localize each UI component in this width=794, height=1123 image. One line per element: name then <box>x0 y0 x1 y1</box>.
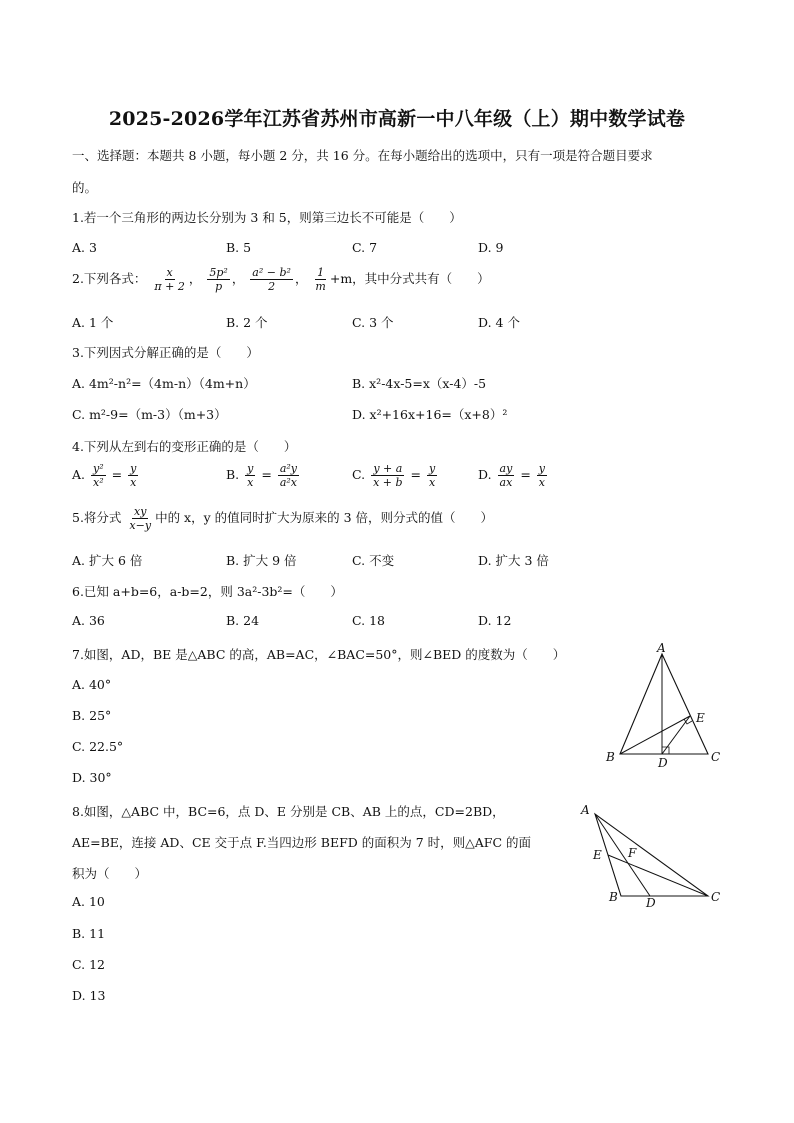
q7-option-a: A. 40° <box>72 677 112 692</box>
q8-option-c: C. 12 <box>72 957 105 972</box>
q5-fraction: $\frac{xy}{x-y}$ <box>129 505 152 532</box>
question-2-stem: 2.下列各式： $\frac{x}{\pi + 2}$ ， $\frac{\text{5p²}}{p}$ ， $\frac{\text{a² − b²}}{2}$ ， $\frac{1}{m}$ +m，其中分式共有（ ） <box>72 266 490 293</box>
q5-option-d: D. 扩大 3 倍 <box>478 553 549 568</box>
q4-option-b: B. $\frac{y}{x}$ = $\frac{\text{a²y}}{\text{a²x}}$ <box>226 462 298 489</box>
question-8-line3: 积为（ ） <box>72 866 148 881</box>
q1-option-b: B. 5 <box>226 240 252 255</box>
q8-label-b: B <box>609 890 618 904</box>
q8-label-a: A <box>581 803 590 817</box>
q2-option-b: B. 2 个 <box>226 315 268 330</box>
q7-label-d: D <box>658 756 668 770</box>
q2-option-c: C. 3 个 <box>352 315 394 330</box>
question-6-stem: 6.已知 a+b=6，a-b=2，则 3a²-3b²=（ ） <box>72 584 343 599</box>
q4-option-c: C. $\frac{y + a}{x + b}$ = $\frac{y}{x}$ <box>352 462 436 489</box>
q1-option-d: D. 9 <box>478 240 504 255</box>
q2-prefix: 2.下列各式： <box>72 271 147 286</box>
q1-option-a: A. 3 <box>72 240 97 255</box>
q5-option-c: C. 不变 <box>352 553 395 568</box>
section-instructions-line2: 的。 <box>72 180 98 195</box>
q2-fraction-1: $\frac{x}{\pi + 2}$ <box>154 266 185 293</box>
q2-fraction-4: $\frac{1}{m}$ <box>315 266 326 293</box>
q7-label-b: B <box>606 750 615 764</box>
question-5-stem: 5.将分式 $\frac{xy}{x-y}$ 中的 x，y 的值同时扩大为原来的 3 倍，则分式的值（ ） <box>72 505 494 532</box>
q8-option-d: D. 13 <box>72 988 106 1003</box>
q6-option-a: A. 36 <box>72 613 105 628</box>
q1-option-c: C. 7 <box>352 240 378 255</box>
q7-label-e: E <box>696 711 705 725</box>
question-8-line2: AE=BE，连接 AD、CE 交于点 F.当四边形 BEFD 的面积为 7 时，则△AFC 的面 <box>72 835 531 850</box>
page-title: 2025-2026学年江苏省苏州市高新一中八年级（上）期中数学试卷 <box>108 108 686 130</box>
q4-option-a: A. $\frac{\text{y²}}{\text{x²}}$ = $\frac{y}{x}$ <box>72 462 137 489</box>
q2-fraction-2: $\frac{\text{5p²}}{p}$ <box>209 266 228 293</box>
q6-option-d: D. 12 <box>478 613 512 628</box>
question-8-line1: 8.如图，△ABC 中，BC=6，点 D、E 分别是 CB、AB 上的点，CD=2BD， <box>72 804 505 819</box>
q7-label-a: A <box>657 641 666 655</box>
q7-triangle-figure <box>600 640 730 775</box>
q3-option-d: D. x²+16x+16=（x+8）² <box>352 407 508 422</box>
q5-option-a: A. 扩大 6 倍 <box>72 553 143 568</box>
q8-label-e: E <box>593 848 602 862</box>
section-instructions-line1: 一、选择题：本题共 8 小题，每小题 2 分，共 16 分。在每小题给出的选项中，只有一项是符合题目要求 <box>72 148 653 163</box>
q7-option-c: C. 22.5° <box>72 739 124 754</box>
q6-option-b: B. 24 <box>226 613 260 628</box>
q4-option-d: D. $\frac{ay}{ax}$ = $\frac{y}{x}$ <box>478 462 545 489</box>
question-7-stem: 7.如图，AD，BE 是△ABC 的高，AB=AC，∠BAC=50°，则∠BED 的度数为（ ） <box>72 647 566 662</box>
q2-option-a: A. 1 个 <box>72 315 114 330</box>
q5-option-b: B. 扩大 9 倍 <box>226 553 297 568</box>
q3-option-c: C. m²-9=（m-3）（m+3） <box>72 407 227 422</box>
question-1-stem: 1.若一个三角形的两边长分别为 3 和 5，则第三边长不可能是（ ） <box>72 210 462 225</box>
q2-option-d: D. 4 个 <box>478 315 520 330</box>
q8-label-f: F <box>628 846 637 860</box>
q8-label-d: D <box>646 896 656 910</box>
question-4-stem: 4.下列从左到右的变形正确的是（ ） <box>72 439 297 454</box>
q3-option-b: B. x²-4x-5=x（x-4）-5 <box>352 376 487 391</box>
q7-option-d: D. 30° <box>72 770 112 785</box>
q7-label-c: C <box>711 750 721 764</box>
question-3-stem: 3.下列因式分解正确的是（ ） <box>72 345 259 360</box>
q8-option-a: A. 10 <box>72 894 105 909</box>
q2-fraction-3: $\frac{\text{a² − b²}}{2}$ <box>252 266 291 293</box>
q7-option-b: B. 25° <box>72 708 112 723</box>
q6-option-c: C. 18 <box>352 613 385 628</box>
q8-label-c: C <box>711 890 721 904</box>
q2-suffix: +m，其中分式共有（ ） <box>329 271 490 286</box>
q3-option-a: A. 4m²-n²=（4m-n）（4m+n） <box>72 376 256 391</box>
q8-option-b: B. 11 <box>72 926 106 941</box>
q8-triangle-figure <box>575 798 735 913</box>
